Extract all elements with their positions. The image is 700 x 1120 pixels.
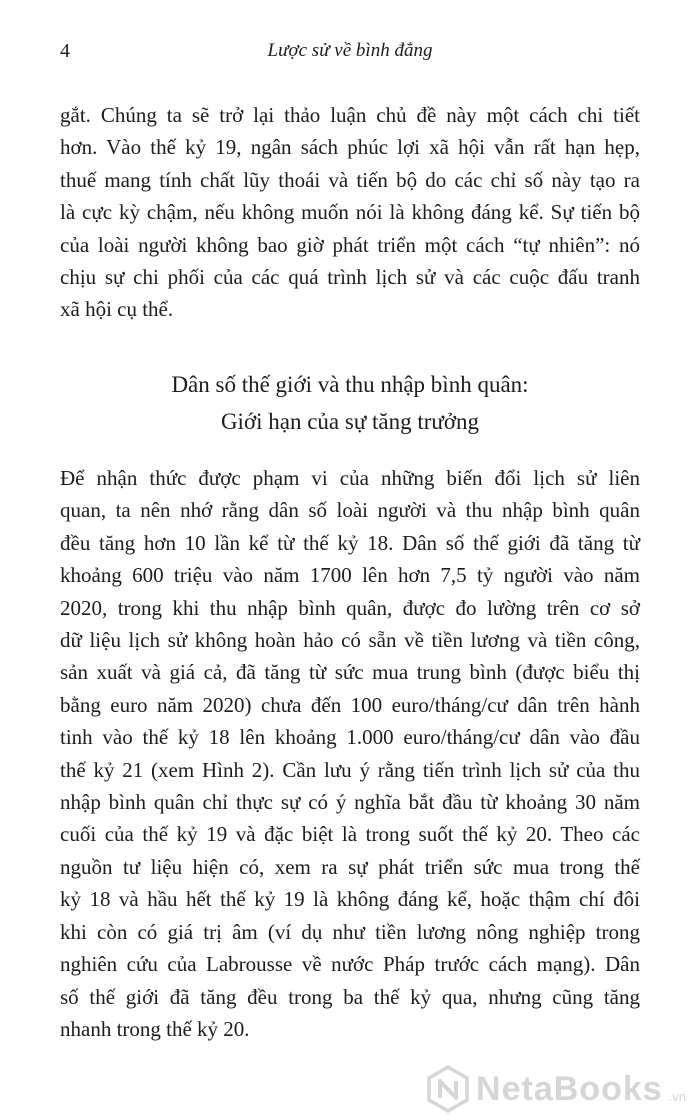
text-line: nhập bình quân chỉ thực sự có ý nghĩa bắt đầu từ khoảng 30 năm xyxy=(60,790,640,815)
text-line: dữ liệu lịch sử không hoàn hảo có sẵn về tiền lương và tiền công, xyxy=(60,628,640,653)
text-line: sản xuất và giá cả, đã tăng từ sức mua trung bình (được biểu thị xyxy=(60,660,640,685)
text-line: tinh vào thế kỷ 18 lên khoảng 1.000 euro/tháng/cư dân vào đầu xyxy=(60,725,640,750)
page-number: 4 xyxy=(60,40,70,62)
text-line: xã hội cụ thể. xyxy=(60,297,174,322)
text-line: khi còn có giá trị âm (ví dụ như tiền lương nông nghiệp trong xyxy=(60,919,640,944)
text-line: chịu sự chi phối của các quá trình lịch sử và các cuộc đấu tranh xyxy=(60,265,640,290)
text-line: bằng euro năm 2020) chưa đến 100 euro/tháng/cư dân trên hành xyxy=(60,692,640,717)
page-header xyxy=(60,40,640,66)
text-line: hơn. Vào thế kỷ 19, ngân sách phúc lợi xã hội vẫn rất hạn hẹp, xyxy=(60,135,640,160)
text-line: thuế mang tính chất lũy thoái và tiến bộ do các chỉ số này tạo ra xyxy=(60,167,640,192)
text-line: của loài người không bao giờ phát triển một cách “tự nhiên”: nó xyxy=(60,232,640,257)
paragraph-2 xyxy=(60,462,640,1045)
text-line: cuối của thế kỷ 19 và đặc biệt là trong suốt thế kỷ 20. Theo các xyxy=(60,822,640,847)
text-line: nhanh trong thế kỷ 20. xyxy=(60,1016,250,1041)
text-line: số thế giới đã tăng đều trong ba thế kỷ qua, nhưng cũng tăng xyxy=(60,984,640,1009)
paragraph-1 xyxy=(60,99,640,326)
text-line: thế kỷ 21 (xem Hình 2). Cần lưu ý rằng tiến trình lịch sử của thu xyxy=(60,757,640,782)
text-line: là cực kỳ chậm, nếu không muốn nói là không đáng kể. Sự tiến bộ xyxy=(60,200,640,225)
text-line: đều tăng hơn 10 lần kể từ thế kỷ 18. Dân số thế giới đã tăng từ xyxy=(60,530,640,555)
section-heading-line-2: Giới hạn của sự tăng trưởng xyxy=(220,409,480,434)
text-line: Để nhận thức được phạm vi của những biến đổi lịch sử liên xyxy=(60,466,640,490)
running-title: Lược sử về bình đẳng xyxy=(267,40,433,61)
text-line: 2020, trong khi thu nhập bình quân, được đo lường trên cơ sở xyxy=(60,595,640,620)
watermark xyxy=(426,1064,686,1114)
text-line: quan, ta nên nhớ rằng dân số loài người và thu nhập bình quân xyxy=(60,498,640,523)
section-heading xyxy=(60,366,640,440)
watermark-brand: NetaBooks xyxy=(476,1069,663,1108)
text-line: gắt. Chúng ta sẽ trở lại thảo luận chủ đề này một cách chi tiết xyxy=(60,103,640,127)
text-line: khoảng 600 triệu vào năm 1700 lên hơn 7,5 tỷ người vào năm xyxy=(60,563,640,588)
text-line: nguồn tư liệu hiện có, xem ra sự phát triển sức mua trong thế xyxy=(60,854,640,879)
section-heading-line-1: Dân số thế giới và thu nhập bình quân: xyxy=(171,372,529,397)
netabooks-logo-icon xyxy=(426,1065,470,1113)
text-line: nghiên cứu của Labrousse về nước Pháp trước cách mạng). Dân xyxy=(60,952,640,977)
watermark-suffix: .vn xyxy=(668,1089,686,1104)
text-line: kỷ 18 và hầu hết thế kỷ 19 là không đáng kể, hoặc thậm chí đôi xyxy=(60,887,640,912)
